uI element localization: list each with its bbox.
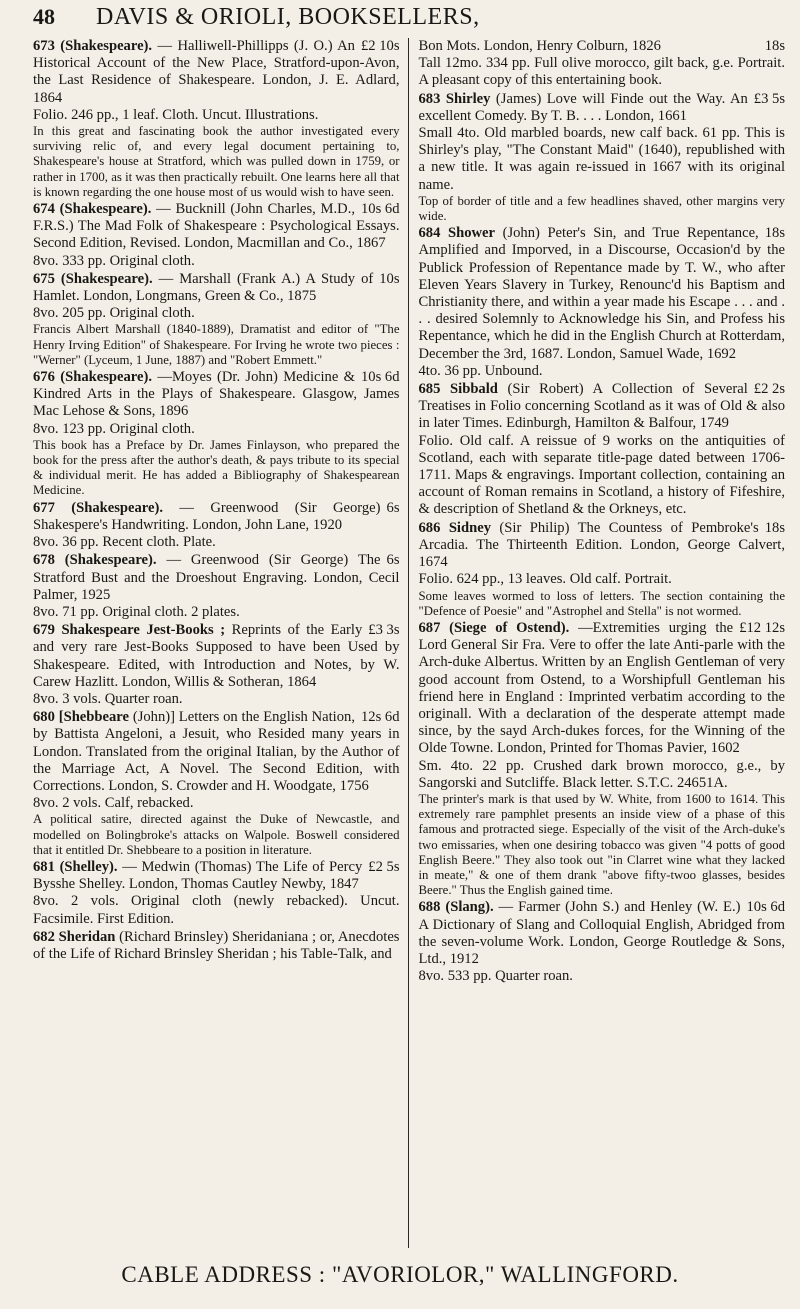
entry-heading: Sibbald [450, 381, 498, 398]
entry-price: 18s [764, 225, 785, 242]
catalogue-entry [33, 552, 400, 621]
entry-heading: (Siege of Ostend). [449, 619, 570, 636]
entry-price: 10s 6d [360, 201, 400, 218]
catalogue-entry [33, 201, 400, 270]
lot-number: 678 [33, 552, 55, 569]
right-column [408, 38, 786, 1248]
entry-text: (John)] Letters on the English Nation, by Battista Angeloni, a Jesuit, who Resided many years in London. Translated from the original Italian, by the Author of the Marriage Act, A Novel. The Second Edition, with Corrections. London, S. Crowder and H. Woodgate, 1756 [33, 709, 400, 794]
entry-text: — Greenwood (Sir George) The Stratford Bust and the Droeshout Engraving. London, Cecil Palmer, 1925 [33, 552, 400, 603]
lot-number: 684 [418, 225, 441, 242]
entry-physical-description: 4to. 36 pp. Unbound. [418, 362, 543, 379]
entry-heading: Sheridan [58, 928, 116, 945]
catalogue-entry [419, 38, 786, 90]
catalogue-entry [419, 520, 786, 619]
entry-text: (Sir Robert) A Collection of Several Treatises in Folio concerning Scotland as it was of Old & also in later Times. Edinburgh, Hamilton & Balfour, 1749 [418, 381, 785, 432]
entry-price: £2 2s [753, 381, 785, 398]
entry-price: 10s [379, 270, 400, 287]
entry-physical-description: Folio. 246 pp., 1 leaf. Cloth. Uncut. Illustrations. [33, 106, 319, 123]
entry-note: Francis Albert Marshall (1840-1889), Dramatist and editor of "The Henry Irving Edition" of Shakespeare. For Irving he wrote two pieces : "Werner" (Lyceum, 1 June, 1887) and "Robert Emmett." [33, 322, 400, 367]
entry-heading: (Shelley). [59, 858, 118, 875]
entry-note: Top of border of title and a few headlines shaved, other margins very wide. [418, 193, 785, 224]
running-head: DAVIS & ORIOLI, BOOKSELLERS, [96, 4, 480, 30]
catalogue-columns [33, 38, 785, 1248]
entry-note: The printer's mark is that used by W. White, from 1600 to 1614. This extremely rare pamphlet presents an inside view of a phase of this famous and protracted siege. Especially of the visit of the Arch-duke's two emissaries, when one desiring tobacco was given "4 potts of good English Beere." They also took out "in Clarret wine what they lacked in meate," & one of them drank "above fifty-twoo glasses, besides Beere." Thus the English gained time. [418, 791, 785, 898]
left-column [33, 38, 408, 1248]
entry-text: — Bucknill (John Charles, M.D., F.R.S.) The Mad Folk of Shakespeare : Psychological Essays. Second Edition, Revised. London, Macmillan and Co., 1867 [33, 201, 400, 252]
entry-text: (Richard Brinsley) Sheridaniana ; or, Anecdotes of the Life of Richard Brinsley Sheridan ; his Table-Talk, and [33, 928, 400, 962]
page-number: 48 [33, 4, 55, 29]
entry-text: — Greenwood (Sir George) Shakespere's Handwriting. London, John Lane, 1920 [33, 499, 381, 533]
catalogue-entry [33, 500, 400, 552]
entry-price: 10s 6d [746, 899, 785, 916]
entry-heading: (Slang). [445, 899, 494, 916]
page-footer [0, 1262, 800, 1298]
lot-number: 686 [418, 519, 441, 536]
entry-heading: Shirley [445, 90, 491, 107]
entry-price: 18s [764, 519, 785, 536]
lot-number: 682 [33, 928, 55, 945]
catalogue-entry [419, 225, 786, 380]
entry-price: £2 5s [368, 858, 400, 875]
entry-heading: Shakespeare Jest-Books ; [61, 622, 226, 639]
lot-number: 677 [33, 499, 55, 516]
lot-number: 674 [33, 201, 55, 218]
entry-text: (John) Peter's Sin, and True Repentance, Amplified and Imporved, in a Discourse, Occasion'd by the Publick Profession of Repentance made by T. W., who after Eleven Years Slavery in Turkey, Renounc'd his Baptism and Christianity there, and within a year made his Escape . . . and . . . desired Solemnly to Acknowledge his Sin, and Profess his Repentance, which he did in the English Church at Rotterdam, December the 3rd, 1687. London, Samuel Wade, 1692 [418, 225, 785, 362]
entry-heading: (Shakespeare). [71, 499, 164, 516]
entry-text: Bon Mots. London, Henry Colburn, 1826 [418, 38, 661, 54]
entry-price: 12s 6d [360, 709, 400, 726]
lot-number: 676 [33, 369, 55, 386]
entry-physical-description: Sm. 4to. 22 pp. Crushed dark brown morocco, g.e., by Sangorski and Sutcliffe. Black letter. S.T.C. 24651A. [418, 757, 785, 791]
entry-heading: Shower [447, 225, 495, 242]
entry-note: In this great and fascinating book the author investigated every surviving relic of, and every legal document pertaining to, Shakespeare's house at Stratford, which was pulled down in 1759, or rather in 1700, as it was then practically rebuilt. One learns here all that is known regarding the one house most of us would wish to have seen. [33, 124, 400, 199]
catalogue-entry [33, 622, 400, 708]
entry-physical-description: 8vo. 3 vols. Quarter roan. [33, 690, 183, 707]
entry-physical-description: 8vo. 533 pp. Quarter roan. [418, 968, 573, 985]
entry-physical-description: 8vo. 36 pp. Recent cloth. Plate. [33, 534, 216, 551]
entry-physical-description: 8vo. 205 pp. Original cloth. [33, 305, 195, 322]
catalogue-entry [419, 620, 786, 898]
catalogue-entry [33, 859, 400, 928]
entry-text: — Marshall (Frank A.) A Study of Hamlet. London, Longmans, Green & Co., 1875 [33, 270, 374, 305]
entry-text: Reprints of the Early and very rare Jest-Books Supposed to have been Used by Shakespeare. Edited, with Introduction and Notes, by W. Carew Hazlitt. London, Willis & Sotheran, 1864 [33, 622, 400, 690]
catalogue-entry [33, 929, 400, 963]
catalogue-entry [419, 899, 786, 985]
entry-physical-description: Folio. Old calf. A reissue of 9 works on the antiquities of Scotland, each with separate title-page dated between 1706-1711. Maps & engravings. Important collection, containing an account of Roman remains in Scotland, a history of Fifeshire, & description of Shetland & the Orkneys, etc. [418, 432, 785, 518]
entry-heading: (Shakespeare). [60, 369, 152, 386]
entry-heading: Sidney [448, 519, 491, 536]
entry-note: This book has a Preface by Dr. James Finlayson, who prepared the book for the press after the author's death, & pays tribute to its special & individual merit. He has added a Bibliography of Shakespearean Medicine. [33, 437, 400, 498]
entry-price: £2 10s [360, 38, 400, 54]
entry-heading: (Shakespeare). [64, 552, 157, 569]
entry-heading: (Shakespeare). [60, 38, 153, 54]
lot-number: 675 [33, 270, 55, 287]
lot-number: 683 [418, 90, 441, 107]
lot-number: 685 [418, 381, 441, 398]
entry-text: — Medwin (Thomas) The Life of Percy Bysshe Shelley. London, Thomas Cautley Newby, 1847 [33, 858, 363, 893]
entry-physical-description: Small 4to. Old marbled boards, new calf back. 61 pp. This is Shirley's play, "The Constant Maid" (1640), republished with a new title. It was again re-issued in 1667 with its original name. [418, 125, 785, 193]
entry-price: £12 12s [739, 619, 785, 636]
catalogue-entry [33, 369, 400, 499]
lot-number: 679 [33, 622, 55, 639]
entry-text: — Halliwell-Phillipps (J. O.) An Historical Account of the New Place, Stratford-upon-Avon, the Last Residence of Shakespeare. London, J. E. Adlard, 1864 [33, 38, 400, 106]
lot-number: 680 [33, 709, 55, 726]
entry-text: —Extremities urging the Lord General Sir Fra. Vere to offer the late Anti-parle with the Arch-duke Albertus. Written by an English Gentleman of very good account from Ostend, to a Worshipfull Gentleman his friend here in England : Imprinted verbatim according to the originall. With a declaration of the desperate attempt made since, by the sayd Arch-dukes forces, for the Winning of the Olde Towne. London, Printed for Thomas Pavier, 1602 [418, 619, 785, 757]
entry-price: 6s [386, 499, 400, 516]
catalogue-entry [419, 91, 786, 225]
entry-physical-description: Tall 12mo. 334 pp. Full olive morocco, gilt back, g.e. Portrait. A pleasant copy of this entertaining book. [418, 55, 785, 89]
entry-physical-description: 8vo. 71 pp. Original cloth. 2 plates. [33, 603, 240, 620]
entry-physical-description: 8vo. 333 pp. Original cloth. [33, 252, 195, 269]
entry-text: — Farmer (John S.) and Henley (W. E.) A Dictionary of Slang and Colloquial English, Abridged from the seven-volume Work. London, George Routledge & Sons, Ltd., 1912 [418, 899, 785, 967]
entry-note: Some leaves wormed to loss of letters. The section containing the "Defence of Poesie" and "Astrophel and Stella" is not wormed. [418, 588, 785, 618]
page-header [0, 0, 800, 36]
entry-price: 10s 6d [360, 369, 400, 386]
entry-price: 6s [386, 552, 400, 569]
entry-physical-description: 8vo. 123 pp. Original cloth. [33, 420, 195, 437]
entry-heading: (Shakespeare). [59, 201, 152, 218]
entry-text: (Sir Philip) The Countess of Pembroke's Arcadia. The Thirteenth Edition. London, George Calvert, 1674 [418, 519, 785, 571]
lot-number: 673 [33, 38, 55, 54]
lot-number: 687 [418, 619, 441, 636]
entry-heading: (Shakespeare). [60, 270, 153, 287]
catalogue-entry [33, 709, 400, 858]
entry-heading: [Shebbeare [58, 709, 129, 726]
entry-price: £3 5s [753, 90, 785, 107]
cable-address: CABLE ADDRESS : "AVORIOLOR," WALLINGFORD. [121, 1262, 679, 1287]
entry-physical-description: 8vo. 2 vols. Calf, rebacked. [33, 795, 194, 812]
entry-price: 18s [764, 38, 785, 54]
catalogue-entry [33, 271, 400, 368]
lot-number: 688 [418, 899, 441, 916]
entry-text: (James) Love will Finde out the Way. An excellent Comedy. By T. B. . . . London, 1661 [418, 90, 748, 124]
entry-physical-description: Folio. 624 pp., 13 leaves. Old calf. Portrait. [418, 571, 672, 588]
lot-number: 681 [33, 858, 55, 875]
entry-physical-description: 8vo. 2 vols. Original cloth (newly rebacked). Uncut. Facsimile. First Edition. [33, 893, 400, 927]
entry-text: —Moyes (Dr. John) Medicine & Kindred Arts in the Plays of Shakespeare. Glasgow, James Mac Lehose & Sons, 1896 [33, 369, 400, 420]
entry-note: A political satire, directed against the Duke of Newcastle, and modelled on Bolingbroke's attacks on Walpole. Boswell considered that it entitled Dr. Shebbeare to a position in literature. [33, 812, 400, 857]
entry-price: £3 3s [368, 622, 400, 639]
catalogue-entry [419, 381, 786, 519]
catalogue-entry [33, 38, 400, 200]
